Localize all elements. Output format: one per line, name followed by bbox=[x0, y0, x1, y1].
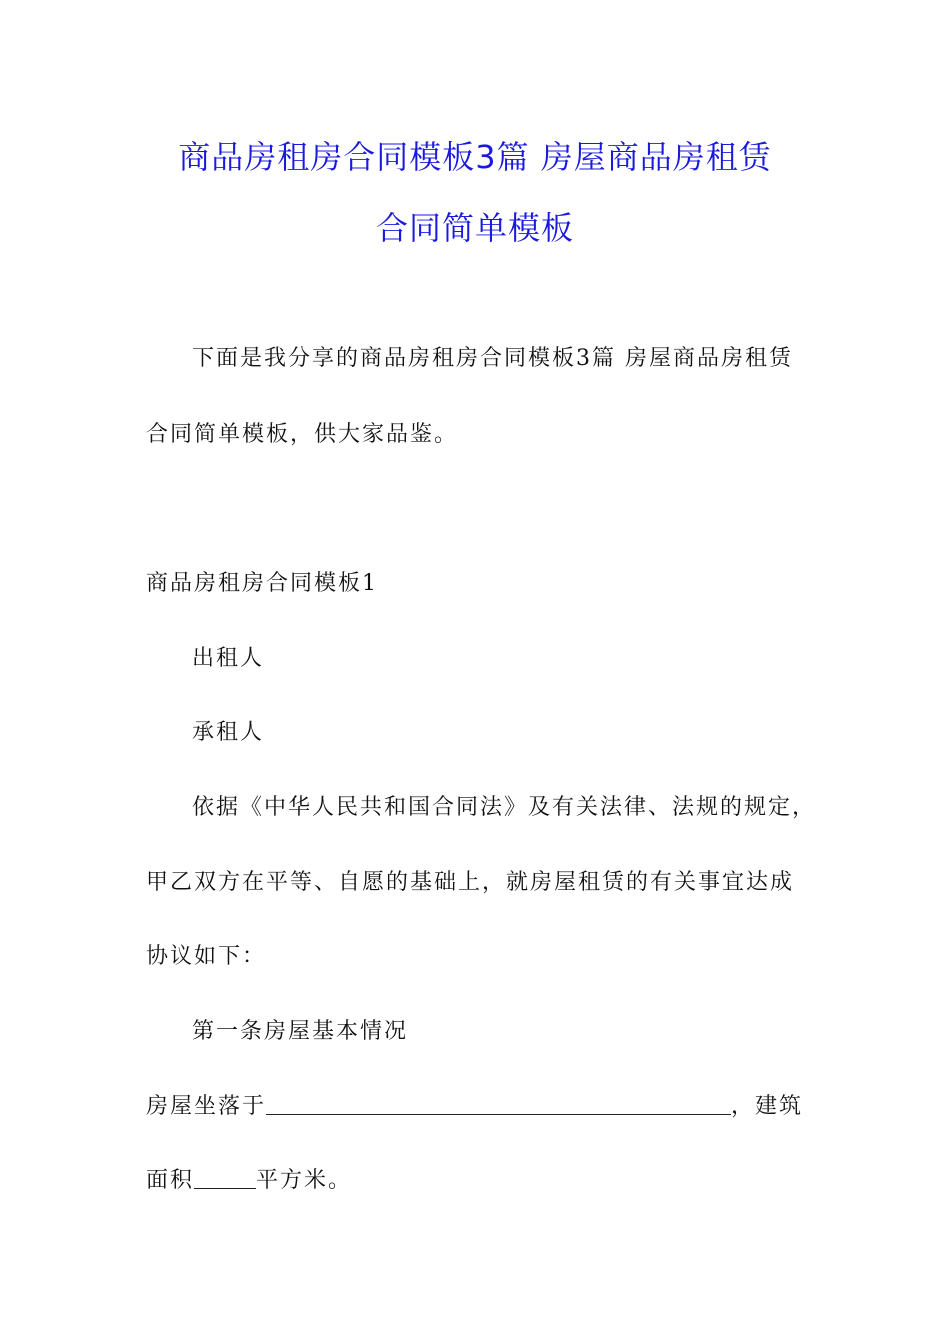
basis-line-1: 依据《中华人民共和国合同法》及有关法律、法规的规定， bbox=[192, 795, 817, 820]
section-heading: 商品房租房合同模板1 bbox=[146, 571, 378, 596]
document-title-line-1: 商品房租房合同模板3篇 房屋商品房租赁 bbox=[178, 138, 772, 176]
area-suffix: 平方米。 bbox=[256, 1168, 353, 1193]
intro-line-1: 下面是我分享的商品房租房合同模板3篇 房屋商品房租赁 bbox=[192, 346, 793, 371]
area-line bbox=[146, 1166, 352, 1196]
basis-line-2: 甲乙双方在平等、自愿的基础上，就房屋租赁的有关事宜达成 bbox=[146, 870, 795, 895]
document-title-line-2: 合同简单模板 bbox=[375, 209, 574, 247]
basis-line-3: 协议如下： bbox=[146, 944, 267, 969]
lessee-label: 承租人 bbox=[192, 720, 265, 745]
area-prefix: 面积 bbox=[146, 1168, 195, 1193]
location-prefix: 房屋坐落于 bbox=[146, 1094, 267, 1119]
area-blank bbox=[194, 1166, 256, 1189]
location-suffix: ，建筑 bbox=[731, 1094, 804, 1119]
intro-line-2: 合同简单模板，供大家品鉴。 bbox=[146, 422, 459, 447]
location-line bbox=[146, 1092, 803, 1122]
article-1-heading: 第一条房屋基本情况 bbox=[192, 1019, 409, 1044]
lessor-label: 出租人 bbox=[192, 646, 265, 671]
location-blank bbox=[266, 1092, 731, 1115]
